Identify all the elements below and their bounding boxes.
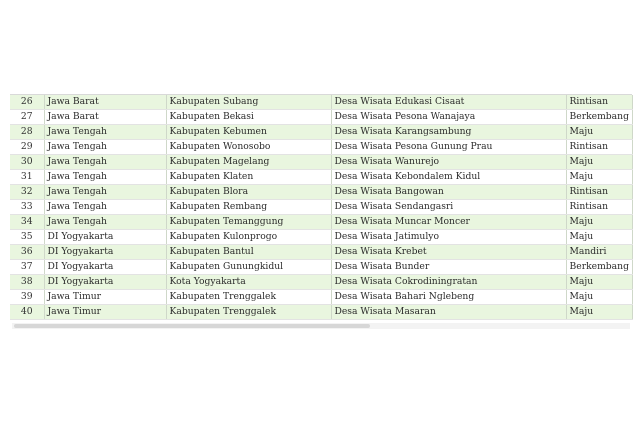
row-number-cell[interactable]: 30 [10,155,44,170]
table-row[interactable] [10,110,632,125]
regency-cell[interactable]: Kabupaten Temanggung [166,215,331,230]
village-cell[interactable]: Desa Wisata Wanurejo [331,155,566,170]
regency-cell[interactable]: Kabupaten Subang [166,95,331,110]
data-table [10,95,633,320]
table-row[interactable] [10,275,632,290]
village-cell[interactable]: Desa Wisata Edukasi Cisaat [331,95,566,110]
village-cell[interactable]: Desa Wisata Masaran [331,305,566,320]
status-cell[interactable]: Maju [566,215,632,230]
row-number-cell[interactable]: 33 [10,200,44,215]
table-row[interactable] [10,260,632,275]
status-cell[interactable]: Maju [566,170,632,185]
regency-cell[interactable]: Kabupaten Bantul [166,245,331,260]
regency-cell[interactable]: Kabupaten Wonosobo [166,140,331,155]
table-row[interactable] [10,245,632,260]
row-number-cell[interactable]: 38 [10,275,44,290]
row-number-cell[interactable]: 32 [10,185,44,200]
village-cell[interactable]: Desa Wisata Sendangasri [331,200,566,215]
province-cell[interactable]: Jawa Barat [44,110,166,125]
province-cell[interactable]: DI Yogyakarta [44,275,166,290]
row-number-cell[interactable]: 31 [10,170,44,185]
table-row[interactable] [10,200,632,215]
village-cell[interactable]: Desa Wisata Krebet [331,245,566,260]
table-row[interactable] [10,140,632,155]
province-cell[interactable]: Jawa Timur [44,290,166,305]
status-cell[interactable]: Maju [566,275,632,290]
village-cell[interactable]: Desa Wisata Bunder [331,260,566,275]
row-number-cell[interactable]: 36 [10,245,44,260]
regency-cell[interactable]: Kabupaten Kebumen [166,125,331,140]
table-row[interactable] [10,215,632,230]
province-cell[interactable]: Jawa Timur [44,305,166,320]
village-cell[interactable]: Desa Wisata Pesona Wanajaya [331,110,566,125]
table-row[interactable] [10,95,632,110]
row-number-cell[interactable]: 35 [10,230,44,245]
status-cell[interactable]: Maju [566,290,632,305]
regency-cell[interactable]: Kabupaten Gunungkidul [166,260,331,275]
province-cell[interactable]: Jawa Tengah [44,125,166,140]
village-cell[interactable]: Desa Wisata Pesona Gunung Prau [331,140,566,155]
spreadsheet-table [10,90,632,320]
status-cell[interactable]: Rintisan [566,200,632,215]
province-cell[interactable]: Jawa Barat [44,95,166,110]
row-number-cell[interactable]: 37 [10,260,44,275]
province-cell[interactable]: DI Yogyakarta [44,260,166,275]
village-cell[interactable]: Desa Wisata Jatimulyo [331,230,566,245]
village-cell[interactable]: Desa Wisata Muncar Moncer [331,215,566,230]
status-cell[interactable]: Berkembang [566,260,632,275]
status-cell[interactable]: Mandiri [566,245,632,260]
status-cell[interactable]: Maju [566,125,632,140]
status-cell[interactable]: Maju [566,230,632,245]
table-row[interactable] [10,125,632,140]
province-cell[interactable]: Jawa Tengah [44,140,166,155]
province-cell[interactable]: DI Yogyakarta [44,230,166,245]
regency-cell[interactable]: Kabupaten Bekasi [166,110,331,125]
village-cell[interactable]: Desa Wisata Bahari Nglebeng [331,290,566,305]
row-number-cell[interactable]: 34 [10,215,44,230]
status-cell[interactable]: Berkembang [566,110,632,125]
regency-cell[interactable]: Kabupaten Magelang [166,155,331,170]
province-cell[interactable]: Jawa Tengah [44,215,166,230]
table-row[interactable] [10,155,632,170]
regency-cell[interactable]: Kabupaten Kulonprogo [166,230,331,245]
regency-cell[interactable]: Kota Yogyakarta [166,275,331,290]
status-cell[interactable]: Maju [566,305,632,320]
province-cell[interactable]: DI Yogyakarta [44,245,166,260]
row-number-cell[interactable]: 28 [10,125,44,140]
village-cell[interactable]: Desa Wisata Karangsambung [331,125,566,140]
regency-cell[interactable]: Kabupaten Trenggalek [166,290,331,305]
row-number-cell[interactable]: 26 [10,95,44,110]
village-cell[interactable]: Desa Wisata Kebondalem Kidul [331,170,566,185]
horizontal-scrollbar[interactable] [12,323,630,329]
regency-cell[interactable]: Kabupaten Klaten [166,170,331,185]
table-row[interactable] [10,170,632,185]
regency-cell[interactable]: Kabupaten Trenggalek [166,305,331,320]
table-row[interactable] [10,230,632,245]
row-number-cell[interactable]: 39 [10,290,44,305]
clipped-top-row [10,90,632,95]
regency-cell[interactable]: Kabupaten Blora [166,185,331,200]
village-cell[interactable]: Desa Wisata Cokrodiningratan [331,275,566,290]
status-cell[interactable]: Rintisan [566,185,632,200]
scrollbar-thumb[interactable] [14,324,370,328]
province-cell[interactable]: Jawa Tengah [44,200,166,215]
row-number-cell[interactable]: 40 [10,305,44,320]
province-cell[interactable]: Jawa Tengah [44,170,166,185]
table-row[interactable] [10,185,632,200]
status-cell[interactable]: Rintisan [566,95,632,110]
province-cell[interactable]: Jawa Tengah [44,185,166,200]
row-number-cell[interactable]: 29 [10,140,44,155]
village-cell[interactable]: Desa Wisata Bangowan [331,185,566,200]
status-cell[interactable]: Maju [566,155,632,170]
province-cell[interactable]: Jawa Tengah [44,155,166,170]
table-row[interactable] [10,290,632,305]
status-cell[interactable]: Rintisan [566,140,632,155]
row-number-cell[interactable]: 27 [10,110,44,125]
table-row[interactable] [10,305,632,320]
regency-cell[interactable]: Kabupaten Rembang [166,200,331,215]
